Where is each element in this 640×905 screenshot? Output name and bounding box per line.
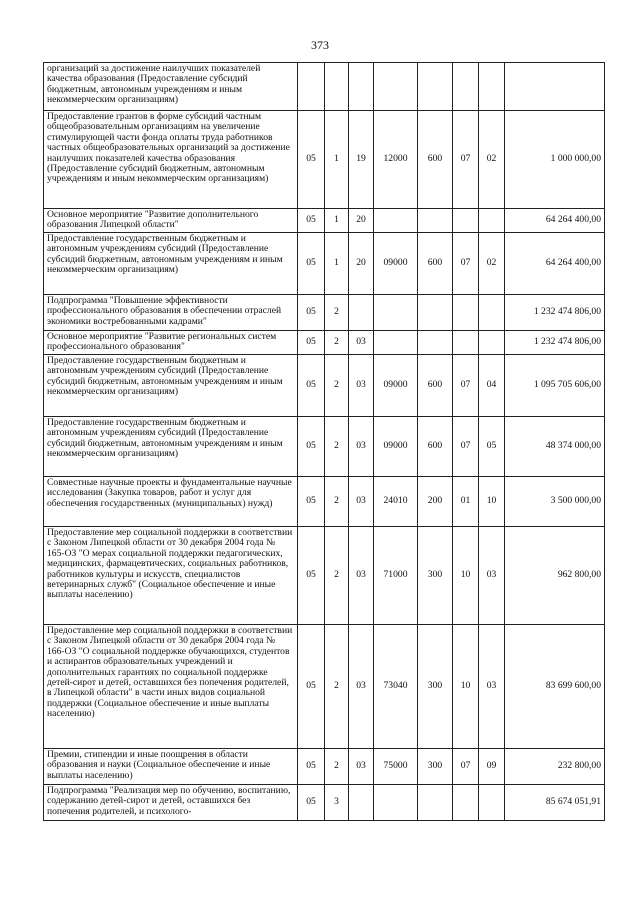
row-description: Основное мероприятие "Развитие региональных систем профессионального образования" [44, 331, 298, 355]
section-code [453, 295, 479, 331]
direction-code: 71000 [374, 527, 418, 625]
section-code: 10 [453, 625, 479, 749]
table-row [44, 527, 605, 625]
section-code: 01 [453, 477, 479, 527]
subsection-code: 04 [479, 355, 505, 417]
table-row [44, 477, 605, 527]
direction-code [374, 295, 418, 331]
subsection-code: 03 [479, 527, 505, 625]
expense-type-code: 200 [418, 477, 453, 527]
amount: 3 500 000,00 [505, 477, 605, 527]
activity-code: 20 [349, 209, 374, 233]
direction-code: 09000 [374, 233, 418, 295]
program-code: 05 [298, 785, 325, 821]
expense-type-code: 600 [418, 355, 453, 417]
expense-type-code: 300 [418, 625, 453, 749]
row-description: Предоставление государственным бюджетным и автономным учреждениям субсидий (Предоставление субсидий бюджетным, автономным учреждениям и иным некоммерческим организациям) [44, 417, 298, 477]
subsection-code [479, 209, 505, 233]
program-code: 05 [298, 209, 325, 233]
section-code [453, 785, 479, 821]
subsection-code: 09 [479, 749, 505, 785]
subprogram-code: 2 [325, 749, 349, 785]
subprogram-code: 1 [325, 209, 349, 233]
table-row [44, 295, 605, 331]
subprogram-code: 2 [325, 417, 349, 477]
subprogram-code [325, 63, 349, 111]
amount: 1 095 705 606,00 [505, 355, 605, 417]
program-code: 05 [298, 295, 325, 331]
activity-code [349, 63, 374, 111]
expense-type-code [418, 331, 453, 355]
program-code: 05 [298, 477, 325, 527]
expense-type-code [418, 785, 453, 821]
section-code: 10 [453, 527, 479, 625]
subprogram-code: 1 [325, 111, 349, 209]
amount: 48 374 000,00 [505, 417, 605, 477]
subsection-code: 02 [479, 233, 505, 295]
direction-code: 12000 [374, 111, 418, 209]
subsection-code: 05 [479, 417, 505, 477]
program-code: 05 [298, 527, 325, 625]
row-description: Премии, стипендии и иные поощрения в области образования и науки (Социальное обеспечение и иные выплаты населению) [44, 749, 298, 785]
activity-code: 03 [349, 477, 374, 527]
table-row [44, 111, 605, 209]
table-row [44, 209, 605, 233]
amount: 64 264 400,00 [505, 209, 605, 233]
direction-code: 24010 [374, 477, 418, 527]
activity-code [349, 785, 374, 821]
row-description: Предоставление грантов в форме субсидий частным общеобразовательным организациям на увеличение стимулирующей части фонда оплаты труда работников частных общеобразовательных организаций за достижение наилучших показателей качества образования (Предоставление субсидий бюджетным, автономным учреждениям и иным некоммерческим организациям) [44, 111, 298, 209]
amount: 962 800,00 [505, 527, 605, 625]
activity-code: 03 [349, 355, 374, 417]
table-row [44, 355, 605, 417]
amount: 1 000 000,00 [505, 111, 605, 209]
direction-code [374, 331, 418, 355]
direction-code: 09000 [374, 355, 418, 417]
section-code: 07 [453, 111, 479, 209]
page-number: 373 [311, 38, 329, 52]
amount [505, 63, 605, 111]
subprogram-code: 2 [325, 527, 349, 625]
table-row [44, 749, 605, 785]
table-row [44, 63, 605, 111]
expense-type-code: 300 [418, 749, 453, 785]
budget-table [43, 62, 605, 821]
subsection-code: 03 [479, 625, 505, 749]
activity-code: 03 [349, 331, 374, 355]
activity-code: 03 [349, 527, 374, 625]
section-code [453, 63, 479, 111]
section-code [453, 331, 479, 355]
program-code: 05 [298, 355, 325, 417]
amount: 64 264 400,00 [505, 233, 605, 295]
amount: 1 232 474 806,00 [505, 331, 605, 355]
program-code: 05 [298, 417, 325, 477]
program-code: 05 [298, 111, 325, 209]
activity-code: 03 [349, 625, 374, 749]
subprogram-code: 2 [325, 331, 349, 355]
direction-code: 75000 [374, 749, 418, 785]
subprogram-code: 1 [325, 233, 349, 295]
expense-type-code [418, 209, 453, 233]
expense-type-code: 600 [418, 111, 453, 209]
program-code: 05 [298, 233, 325, 295]
table-body [44, 63, 605, 821]
program-code [298, 63, 325, 111]
subsection-code [479, 785, 505, 821]
activity-code: 19 [349, 111, 374, 209]
activity-code: 03 [349, 749, 374, 785]
expense-type-code [418, 295, 453, 331]
subsection-code: 02 [479, 111, 505, 209]
direction-code: 73040 [374, 625, 418, 749]
direction-code: 09000 [374, 417, 418, 477]
subprogram-code: 2 [325, 625, 349, 749]
table-row [44, 417, 605, 477]
amount: 1 232 474 806,00 [505, 295, 605, 331]
row-description: Совместные научные проекты и фундаментальные научные исследования (Закупка товаров, работ и услуг для обеспечения государственных (муниципальных) нужд) [44, 477, 298, 527]
table-row [44, 785, 605, 821]
section-code: 07 [453, 417, 479, 477]
subsection-code: 10 [479, 477, 505, 527]
section-code: 07 [453, 355, 479, 417]
section-code: 07 [453, 233, 479, 295]
direction-code [374, 785, 418, 821]
subsection-code [479, 295, 505, 331]
row-description: организаций за достижение наилучших показателей качества образования (Предоставление субсидий бюджетным, автономным учреждениям и иным некоммерческим организациям) [44, 63, 298, 111]
expense-type-code: 600 [418, 417, 453, 477]
table-row [44, 331, 605, 355]
row-description: Предоставление мер социальной поддержки в соответствии с Законом Липецкой области от 30 декабря 2004 года № 165-ОЗ "О мерах социальной поддержки педагогических, медицинских, фармацевтических, социальных работников, работников культуры и искусств, специалистов ветеринарных служб" (Социальное обеспечение и иные выплаты населению) [44, 527, 298, 625]
program-code: 05 [298, 331, 325, 355]
row-description: Предоставление государственным бюджетным и автономным учреждениям субсидий (Предоставление субсидий бюджетным, автономным учреждениям и иным некоммерческим организациям) [44, 355, 298, 417]
amount: 85 674 051,91 [505, 785, 605, 821]
subsection-code [479, 331, 505, 355]
expense-type-code [418, 63, 453, 111]
table-row [44, 625, 605, 749]
row-description: Подпрограмма "Повышение эффективности профессионального образования в обеспечении отраслей экономики востребованными кадрами" [44, 295, 298, 331]
section-code: 07 [453, 749, 479, 785]
activity-code: 20 [349, 233, 374, 295]
direction-code [374, 209, 418, 233]
row-description: Основное мероприятие "Развитие дополнительного образования Липецкой области" [44, 209, 298, 233]
subprogram-code: 2 [325, 355, 349, 417]
amount: 232 800,00 [505, 749, 605, 785]
program-code: 05 [298, 625, 325, 749]
activity-code [349, 295, 374, 331]
subsection-code [479, 63, 505, 111]
subprogram-code: 2 [325, 477, 349, 527]
expense-type-code: 600 [418, 233, 453, 295]
row-description: Подпрограмма "Реализация мер по обучению, воспитанию, содержанию детей-сирот и детей, оставшихся без попечения родителей, и психолого- [44, 785, 298, 821]
row-description: Предоставление мер социальной поддержки в соответствии с Законом Липецкой области от 30 декабря 2004 года № 166-ОЗ "О социальной поддержке обучающихся, студентов и аспирантов образовательных учреждений и дополнительных гарантиях по социальной поддержке детей-сирот и детей, оставшихся без попечения родителей, в Липецкой области" в части иных видов социальной поддержки (Социальное обеспечение и иные выплаты населению) [44, 625, 298, 749]
activity-code: 03 [349, 417, 374, 477]
program-code: 05 [298, 749, 325, 785]
section-code [453, 209, 479, 233]
subprogram-code: 3 [325, 785, 349, 821]
subprogram-code: 2 [325, 295, 349, 331]
amount: 83 699 600,00 [505, 625, 605, 749]
expense-type-code: 300 [418, 527, 453, 625]
direction-code [374, 63, 418, 111]
table-row [44, 233, 605, 295]
row-description: Предоставление государственным бюджетным и автономным учреждениям субсидий (Предоставление субсидий бюджетным, автономным учреждениям и иным некоммерческим организациям) [44, 233, 298, 295]
